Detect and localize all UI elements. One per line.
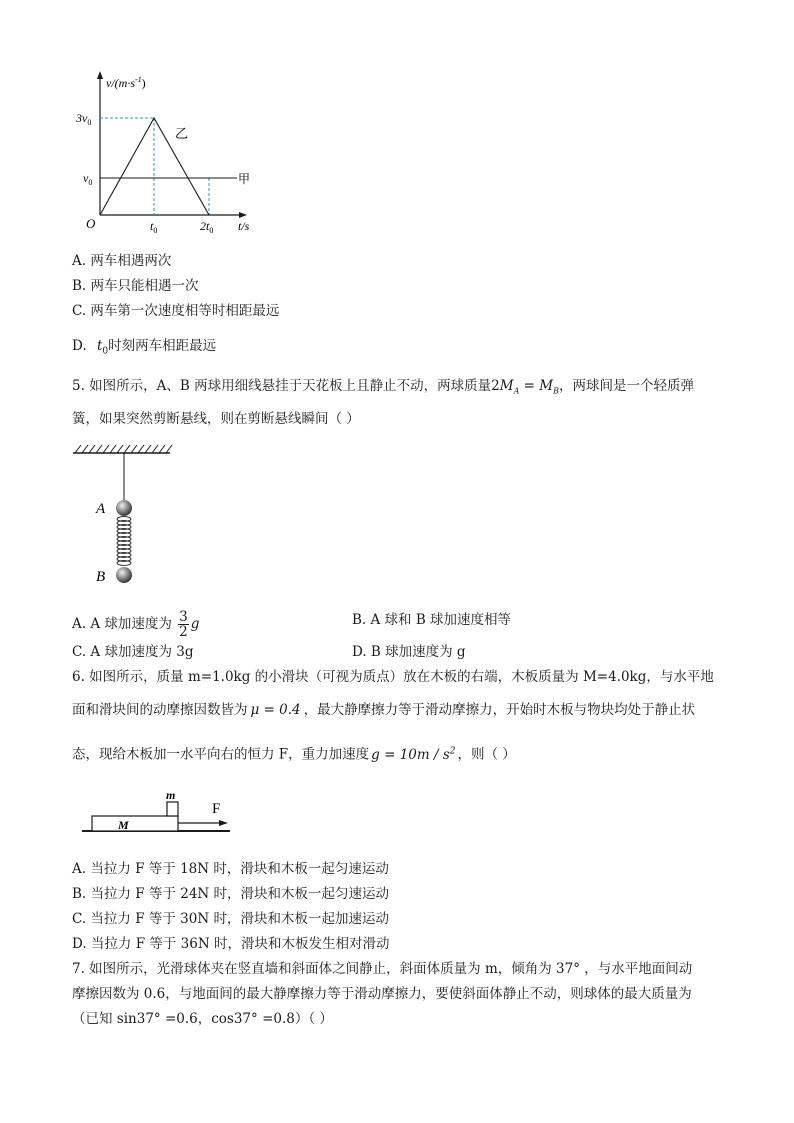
y-axis-arrow [97, 71, 103, 79]
q4-option-b: B. 两车只能相遇一次 [72, 278, 199, 294]
q4-option-d [72, 336, 216, 362]
label-a: A [96, 501, 106, 517]
q6-g-formula: $g = 10m / s^2$ [371, 746, 456, 763]
q6-stem-line2: 面和滑块间的动摩擦因数皆为 μ = 0.4 ，最大静摩擦力等于滑动摩擦力，开始时木板与物块均处于静止状 [72, 702, 696, 718]
q6-mu-formula: μ = 0.4 [250, 702, 301, 718]
y-axis-label: $v/(m\cdot s^{-1})$ [106, 75, 146, 90]
vt-graph [70, 65, 270, 240]
q5-stem-line2: 簧，如果突然剪断悬线，则在剪断悬线瞬间（ ） [72, 411, 360, 427]
q5-option-a: A. A 球加速度为 $\frac{3}{2}$ g [72, 609, 200, 640]
label-F: F [212, 801, 221, 817]
q5-option-b: B. A 球和 B 球加速度相等 [352, 612, 512, 628]
spring [117, 517, 131, 566]
ceiling-hatch [75, 445, 172, 453]
q4-option-a: A. 两车相遇两次 [72, 253, 172, 269]
q5-stem-line1: 5. 如图所示，A、B 两球用细线悬挂于天花板上且静止不动，两球质量$2M_A = M_B$，两球间是一个轻质弹 [72, 378, 694, 396]
q4-option-d-var: t [96, 338, 103, 354]
q5-option-c: C. A 球加速度为 3g [72, 644, 194, 660]
q6-option-d: D. 当拉力 F 等于 36N 时，滑块和木板发生相对滑动 [72, 936, 390, 952]
label-b: B [96, 569, 106, 585]
q6-stem-line1: 6. 如图所示，质量 m=1.0kg 的小滑块（可视为质点）放在木板的右端，木板质量为 M=4.0kg，与水平地 [72, 669, 714, 685]
q4-option-d-prefix: D. [72, 338, 87, 354]
force-arrow-head [219, 820, 228, 826]
label-jia: 甲 [238, 172, 251, 186]
tick-t0: $t_0$ [150, 219, 158, 235]
x-axis-arrow [239, 212, 247, 218]
q7-stem-line3: （已知 sin37° =0.6，cos37° =0.8）（ ） [72, 1011, 333, 1027]
label-yi: 乙 [175, 126, 189, 141]
tick-3v0: $3v_0$ [76, 111, 92, 127]
q6-option-c: C. 当拉力 F 等于 30N 时，滑块和木板一起加速运动 [72, 911, 389, 927]
label-M: M [118, 818, 129, 832]
q5-formula: $2M_A = M_B$ [491, 378, 559, 396]
q4-option-d-sub: 0 [102, 346, 109, 357]
block-figure [80, 785, 240, 840]
spring-figure [70, 443, 180, 588]
q6-stem-line3: 态，现给木板加一水平向右的恒力 F，重力加速度 $g = 10m / s^2$ ，则（ ） [72, 746, 516, 763]
q6-option-b: B. 当拉力 F 等于 24N 时，滑块和木板一起匀速运动 [72, 886, 390, 902]
tick-2t0: $2t_0$ [200, 219, 214, 235]
ball-a [116, 500, 132, 516]
q6-option-a: A. 当拉力 F 等于 18N 时，滑块和木板一起匀速运动 [72, 861, 389, 877]
q7-stem-line1: 7. 如图所示，光滑球体夹在竖直墙和斜面体之间静止，斜面体质量为 m，倾角为 37° ，与水平地面间动 [72, 961, 693, 977]
origin-label: O [86, 216, 96, 231]
q4-option-d-text: 时刻两车相距最远 [108, 338, 217, 354]
q5-option-d: D. B 球加速度为 g [352, 644, 466, 660]
ball-b [116, 567, 132, 583]
board-M [92, 816, 178, 831]
tick-v0: $v_0$ [83, 171, 93, 187]
q4-option-c: C. 两车第一次速度相等时相距最远 [72, 303, 280, 319]
block-m [167, 802, 178, 816]
x-axis-label: t/s [238, 219, 250, 233]
q7-stem-line2: 摩擦因数为 0.6，与地面间的最大静摩擦力等于滑动摩擦力，要使斜面体静止不动，则球体的最大质量为 [72, 986, 692, 1002]
q5-fraction: $\frac{3}{2}$ [179, 609, 188, 640]
label-m: m [166, 788, 176, 802]
